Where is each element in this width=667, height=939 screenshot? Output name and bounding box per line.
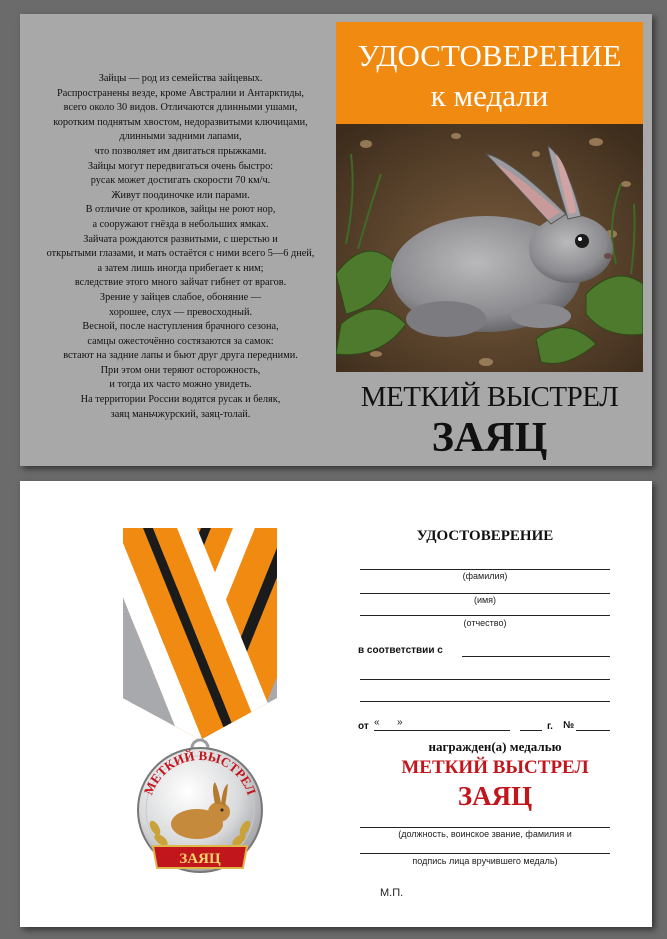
description-line: Распространены везде, кроме Австралии и Антарктиды, — [57, 87, 304, 99]
description-line: заяц маньчжурский, заяц-толай. — [110, 408, 251, 420]
quote-open: « — [374, 717, 380, 728]
description-line: что позволяет им двигаться прыжками. — [94, 145, 267, 157]
stamp-place: М.П. — [380, 887, 404, 899]
position-line[interactable] — [360, 827, 610, 828]
extra-line-2[interactable] — [360, 701, 610, 702]
description-line: хорошее, слух — превосходный. — [108, 306, 253, 318]
from-label: от — [358, 721, 369, 732]
description-line: вследствие этого много зайчат гибнет от врагов. — [74, 277, 287, 289]
description-line: открытыми глазами, и мать остаётся с ними всего 5—6 дней, — [46, 248, 315, 260]
year-line[interactable] — [520, 730, 542, 731]
according-to-label: в соответствии с — [358, 645, 443, 656]
patronymic-line[interactable] — [360, 615, 610, 616]
description-line: При этом они теряют осторожность, — [100, 364, 261, 376]
description-line: Зайцы — род из семейства зайцевых. — [98, 73, 263, 84]
medal-name-line2: ЗАЯЦ — [457, 781, 533, 811]
description-line: коротким поднятым хвостом, недоразвитыми ключицами, — [53, 116, 308, 128]
cover-caption-line1: МЕТКИЙ ВЫСТРЕЛ — [360, 381, 619, 413]
month-line[interactable] — [410, 730, 510, 731]
extra-line-1[interactable] — [360, 679, 610, 680]
description-line: Зайцы могут передвигаться очень быстро: — [87, 160, 274, 172]
cover-title-box — [336, 22, 643, 124]
surname-line[interactable] — [360, 569, 610, 570]
description-line: русак может достигать скорости 70 км/ч. — [90, 175, 271, 187]
cover-title-line1: УДОСТОВЕРЕНИЕ — [357, 38, 622, 73]
quote-close: » — [397, 717, 403, 728]
surname-hint: (фамилия) — [462, 571, 508, 581]
name-line[interactable] — [360, 593, 610, 594]
medal-banner-text: ЗАЯЦ — [179, 851, 221, 867]
description-line: На территории России водятся русак и беляк, — [80, 394, 281, 406]
description-line: Зайчата рождаются развитыми, с шерстью и — [83, 233, 278, 245]
name-hint: (имя) — [473, 595, 497, 605]
description-line: Живут поодиночке или парами. — [111, 189, 250, 201]
position-hint: (должность, воинское звание, фамилия и — [398, 829, 572, 839]
medal-illustration — [115, 528, 285, 888]
medal-name-line1: МЕТКИЙ ВЫСТРЕЛ — [401, 757, 589, 778]
description-line: длинными задними лапами, — [119, 131, 242, 143]
cover-caption-line2: ЗАЯЦ — [431, 415, 548, 461]
hare-illustration — [336, 124, 643, 372]
patronymic-hint: (отчество) — [463, 618, 507, 628]
signature-line[interactable] — [360, 853, 610, 854]
cover-title-line2: к медали — [430, 78, 549, 113]
description-line: и тогда их часто можно увидеть. — [109, 379, 252, 391]
signature-hint: подпись лица вручившего медаль) — [412, 856, 558, 866]
description-line: самцы ожесточённо состязаются за самок: — [87, 335, 274, 347]
awarded-text: награжден(а) медалью — [428, 739, 562, 754]
description-line: Весной, после наступления брачного сезона, — [82, 321, 279, 333]
year-label: г. — [547, 721, 553, 732]
cover-caption — [336, 378, 643, 460]
according-to-line[interactable] — [462, 656, 610, 657]
description-line: всего около 30 видов. Отличаются длинными ушами, — [63, 102, 298, 114]
description-line: В отличие от кроликов, зайцы не роют нор, — [85, 204, 276, 216]
certificate-cover — [20, 14, 652, 466]
number-line[interactable] — [576, 730, 610, 731]
description-line: а сооружают гнёзда в небольших ямках. — [92, 218, 269, 230]
description-line: Зрение у зайцев слабое, обоняние — — [99, 291, 262, 303]
medal-arc-text: МЕТКИЙ ВЫСТРЕЛ — [140, 747, 260, 797]
number-label: № — [563, 720, 575, 731]
hare-description-text — [28, 72, 333, 422]
certificate-title: УДОСТОВЕРЕНИЕ — [416, 528, 554, 544]
description-line: а затем лишь иногда прибегает к ним; — [97, 262, 264, 274]
description-line: встают на задние лапы и бьют друг друга передними. — [63, 350, 298, 362]
certificate-form — [20, 481, 652, 927]
day-line[interactable] — [374, 730, 414, 731]
